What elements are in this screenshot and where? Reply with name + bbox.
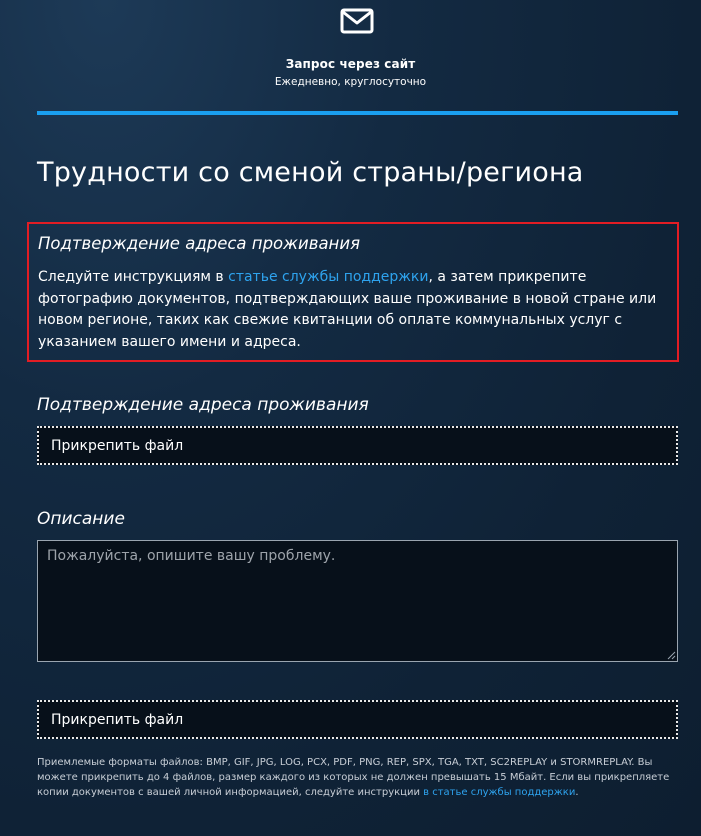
contact-method-hours: Ежедневно, круглосуточно bbox=[274, 76, 427, 88]
accent-divider bbox=[37, 111, 678, 115]
contact-method-header bbox=[0, 0, 701, 100]
attach-file-button[interactable]: Прикрепить файл bbox=[37, 700, 678, 739]
attach-proof-button[interactable]: Прикрепить файл bbox=[37, 426, 678, 465]
footnote-support-link[interactable]: в статье службы поддержки bbox=[423, 787, 576, 798]
notice-text bbox=[38, 267, 678, 353]
proof-section-label: Подтверждение адреса проживания bbox=[37, 395, 369, 415]
footnote-text: Приемлемые форматы файлов: BMP, GIF, JPG, LOG, PCX, PDF, PNG, REP, SPX, TGA, TXT, SC2REPLAY и STORMREPLAY. Вы можете прикрепить до 4 файлов, размер каждого из которых не должен превышать 15 Мбайт. Если вы прикрепляете копии документов с вашей личной информацией, следуйте инструкции bbox=[37, 757, 670, 798]
footnote-end: . bbox=[575, 787, 579, 798]
mail-icon bbox=[340, 8, 374, 34]
resize-grip-icon[interactable] bbox=[666, 650, 676, 660]
notice-text-start: Следуйте инструкциям в bbox=[38, 269, 229, 285]
page-title: Трудности со сменой страны/региона bbox=[37, 157, 584, 188]
notice-text-end: , а затем прикрепите фотографию документов, подтверждающих ваше проживание в новой стране или новом регионе, таких как свежие квитанции об оплате коммунальных услуг с указанием вашего имени и адреса. bbox=[38, 269, 657, 350]
description-label: Описание bbox=[37, 509, 125, 529]
notice-heading: Подтверждение адреса проживания bbox=[38, 234, 360, 253]
file-format-footnote bbox=[37, 755, 682, 800]
highlighted-notice bbox=[27, 222, 679, 362]
description-textarea[interactable] bbox=[37, 540, 678, 662]
contact-method-title: Запрос через сайт bbox=[285, 57, 416, 71]
support-article-link[interactable]: статье службы поддержки bbox=[228, 269, 429, 285]
